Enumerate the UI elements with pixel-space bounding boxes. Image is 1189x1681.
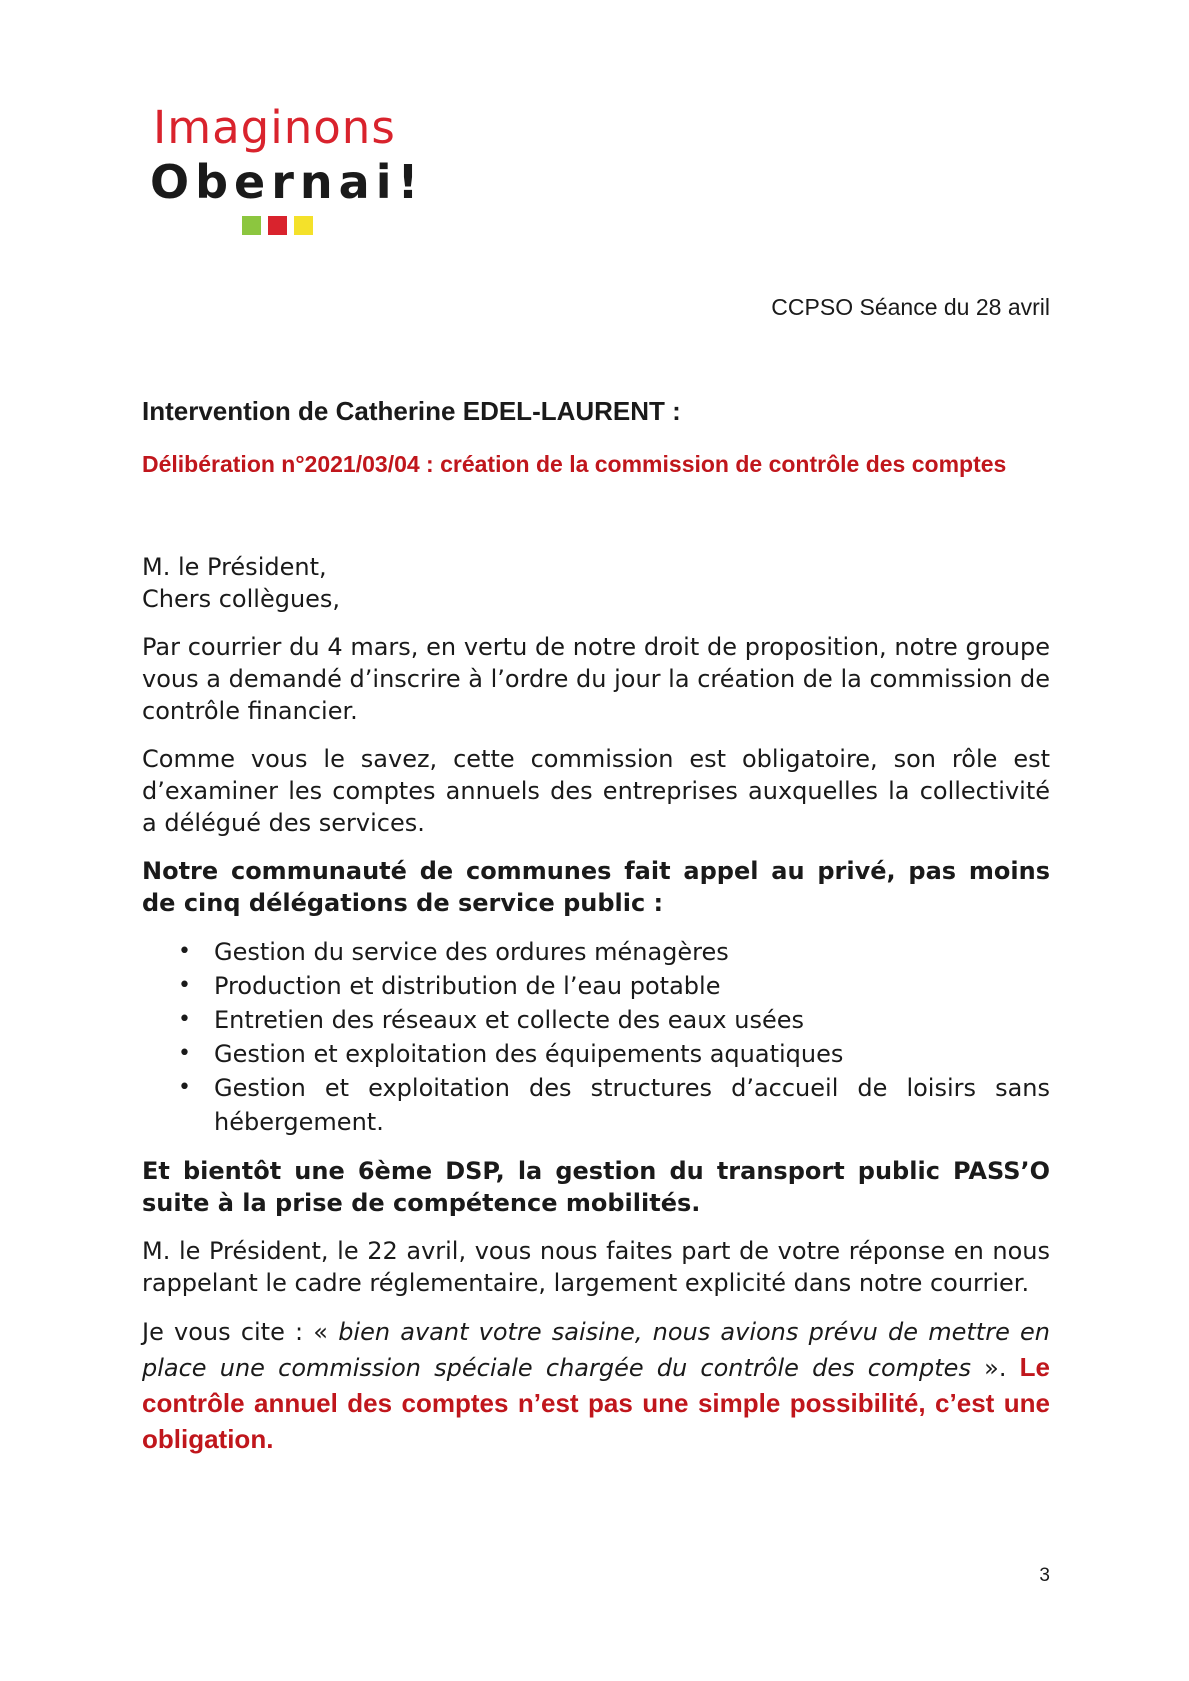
logo-text-obernai: Obernai! <box>150 155 425 209</box>
imaginons-obernai-logo <box>150 100 430 240</box>
deliberation-title: Délibération n°2021/03/04 : création de la commission de contrôle des comptes <box>142 451 1007 477</box>
paragraph-president-response: M. le Président, le 22 avril, vous nous faites part de votre réponse en nous rappelant le cadre réglementaire, largement explicité dans notre courrier. <box>142 1237 1050 1297</box>
logo-color-squares <box>242 216 313 235</box>
obligation-statement: Le contrôle annuel des comptes n’est pas une simple possibilité, c’est une obligation. <box>142 1352 1050 1454</box>
salutation-president: M. le Président, <box>142 553 327 581</box>
list-item: • Gestion et exploitation des structures d’accueil de loisirs sans hébergement. <box>214 1071 1050 1139</box>
page-number: 3 <box>1039 1565 1050 1586</box>
salutation <box>142 551 1050 615</box>
paragraph-courrier: Par courrier du 4 mars, en vertu de notre droit de proposition, notre groupe vous a demandé d’inscrire à l’ordre du jour la création de la commission de contrôle financier. <box>142 633 1050 725</box>
salutation-colleagues: Chers collègues, <box>142 585 341 613</box>
logo-square-red <box>268 216 287 235</box>
paragraph-commission-role: Comme vous le savez, cette commission est obligatoire, son rôle est d’examiner les comptes annuels des entreprises auxquelles la collectivité a délégué des services. <box>142 745 1050 837</box>
list-item: • Gestion et exploitation des équipements aquatiques <box>214 1037 1050 1071</box>
list-item: • Gestion du service des ordures ménagères <box>214 935 1050 969</box>
paragraph-delegations: Notre communauté de communes fait appel au privé, pas moins de cinq délégations de service public : <box>142 857 1050 917</box>
logo-text-imaginons: Imaginons <box>153 101 396 154</box>
paragraph-sixth-dsp: Et bientôt une 6ème DSP, la gestion du transport public PASS’O suite à la prise de compétence mobilités. <box>142 1157 1050 1217</box>
logo-square-yellow <box>294 216 313 235</box>
bullet-icon: • <box>178 1075 191 1100</box>
document-body <box>142 394 1050 1458</box>
list-item: • Entretien des réseaux et collecte des eaux usées <box>214 1003 1050 1037</box>
quote-intro: Je vous cite : « <box>142 1318 339 1346</box>
list-item: • Production et distribution de l’eau potable <box>214 969 1050 1003</box>
quote-outro: ». <box>970 1354 1007 1382</box>
session-date: CCPSO Séance du 28 avril <box>771 294 1050 320</box>
logo-square-green <box>242 216 261 235</box>
bullet-icon: • <box>178 973 191 998</box>
quote-text: bien avant votre saisine, nous avions prévu de mettre en place une commission spéciale chargée du contrôle des comptes <box>142 1318 1050 1382</box>
bullet-icon: • <box>178 1007 191 1032</box>
intervention-title: Intervention de Catherine EDEL-LAURENT : <box>142 396 681 426</box>
bullet-icon: • <box>178 1041 191 1066</box>
paragraph-quote <box>142 1315 1050 1458</box>
bullet-icon: • <box>178 939 191 964</box>
dsp-list <box>142 935 1050 1139</box>
